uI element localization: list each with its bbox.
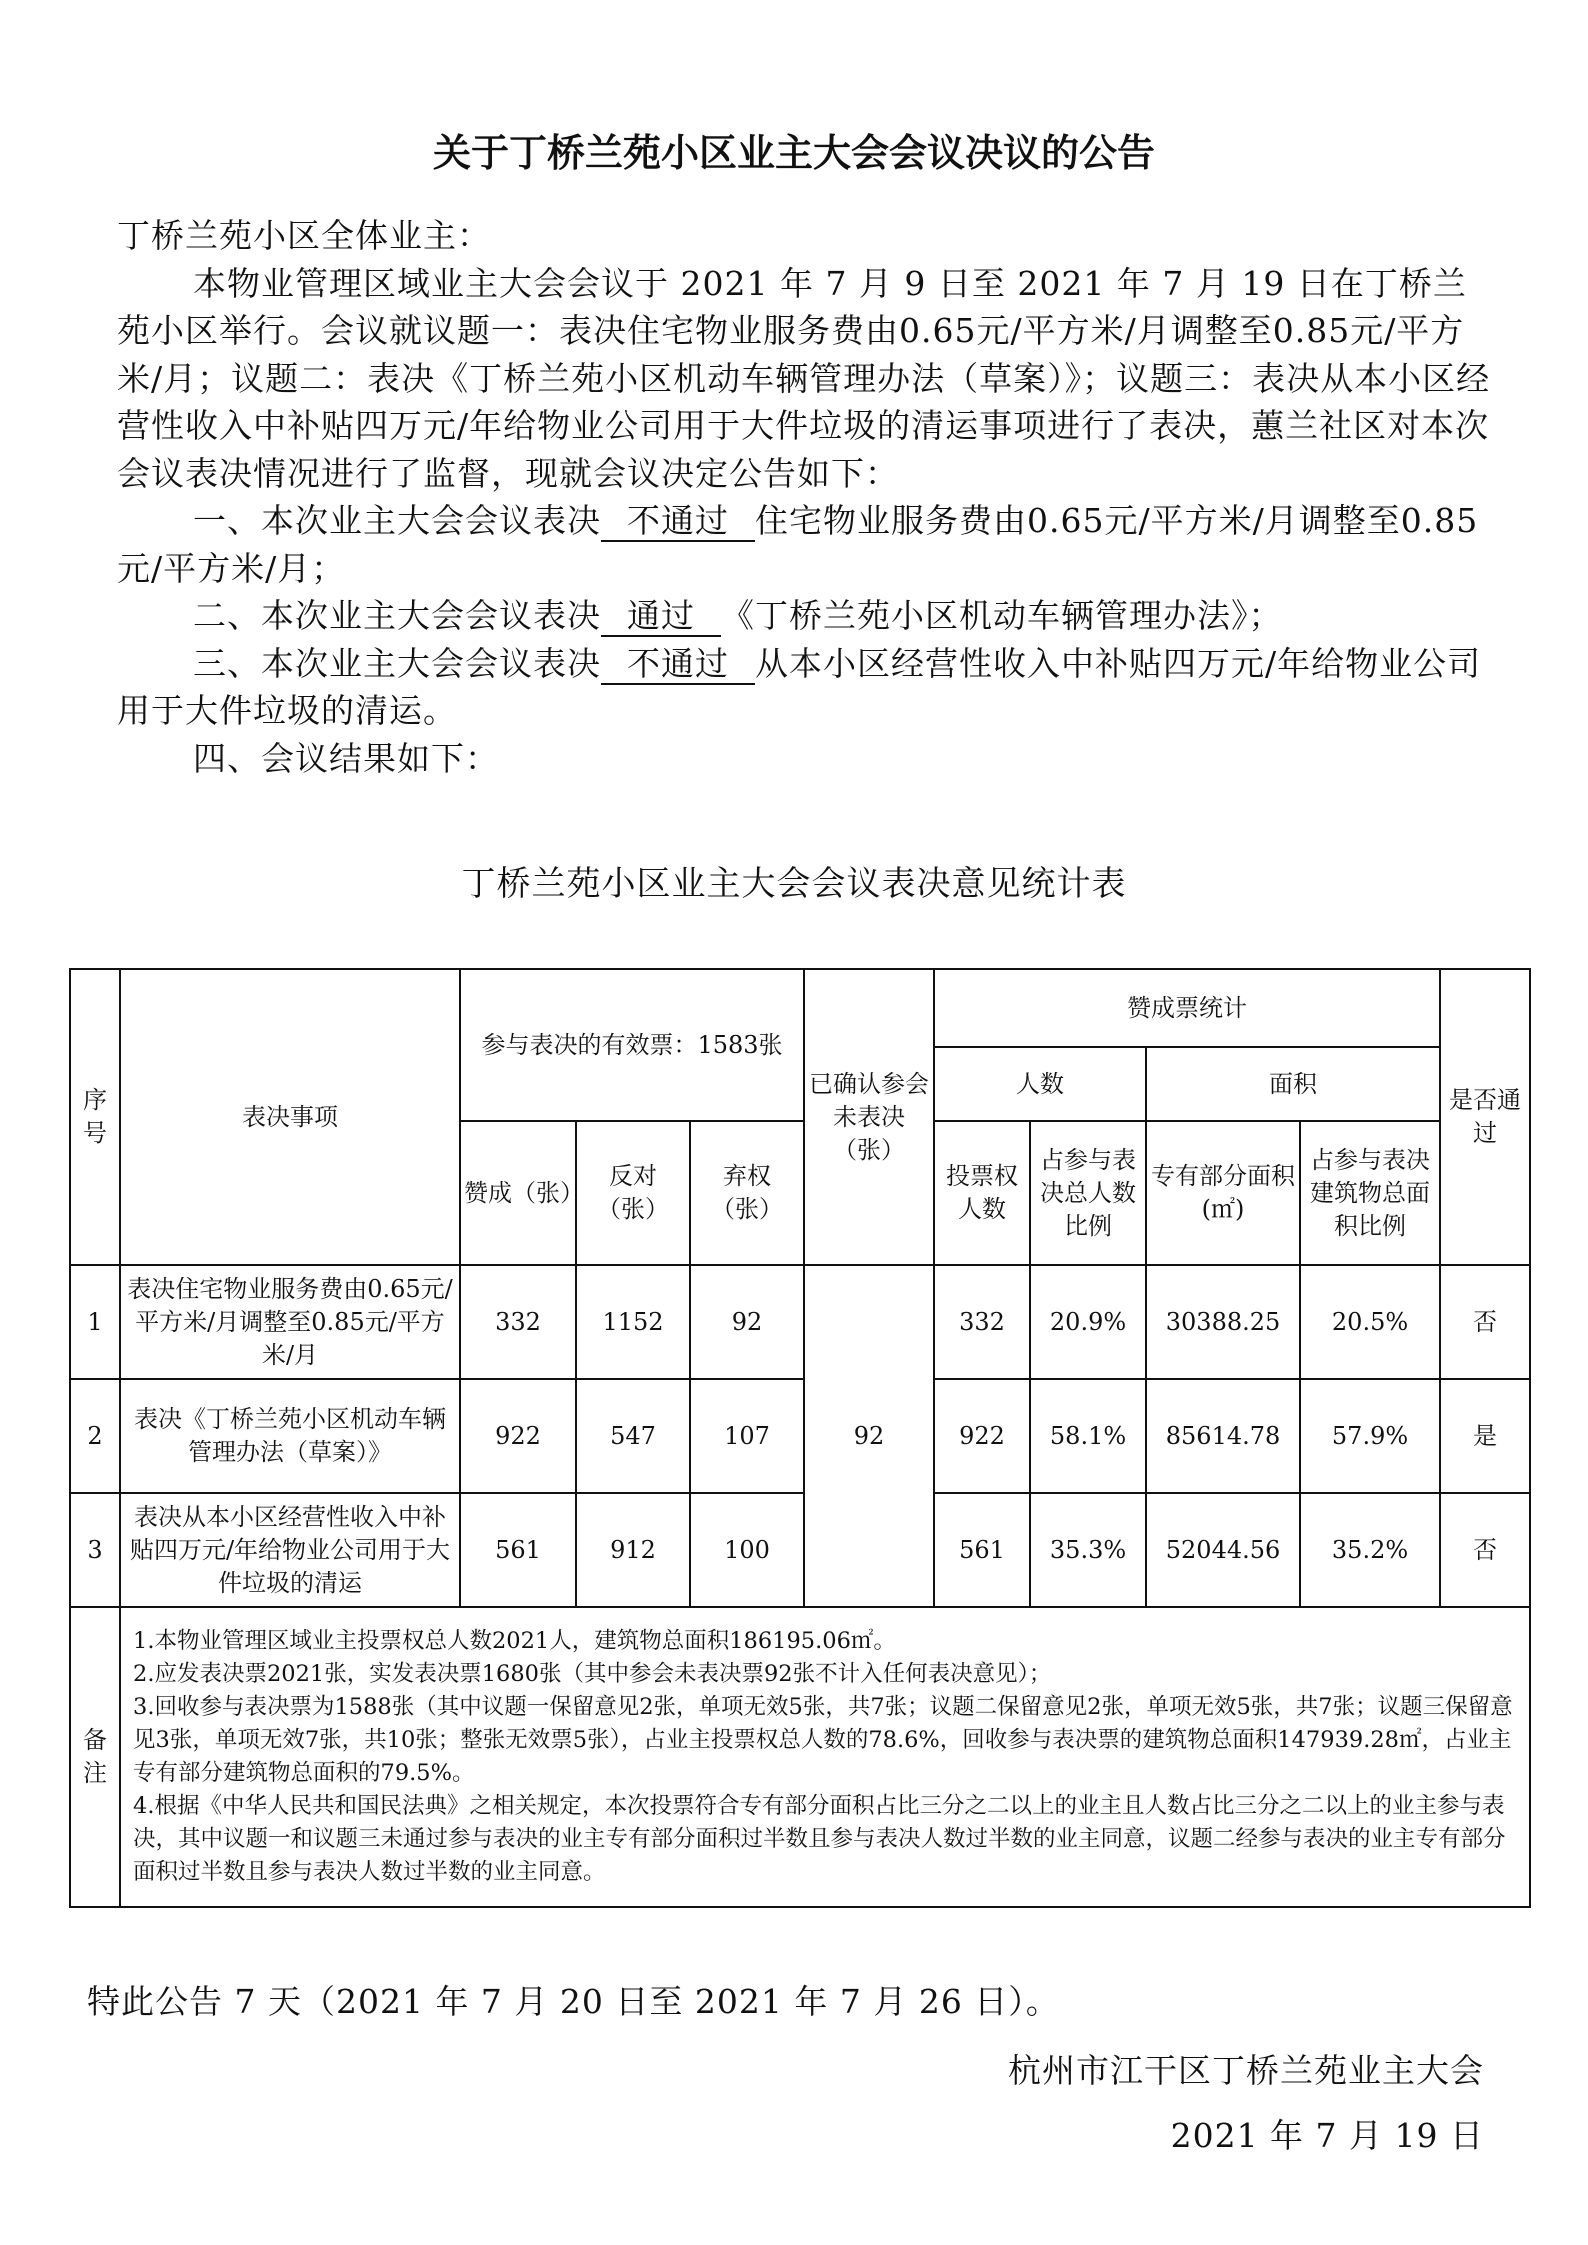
header-people: 人数 (934, 1047, 1146, 1121)
resolution-3: 三、本次业主大会会议表决 不通过 从本小区经营性收入中补贴四万元/年给物业公司用于大件垃圾的清运。 (117, 643, 1482, 730)
salutation: 丁桥兰苑小区全体业主： (117, 216, 491, 255)
header-voters: 投票权人数 (934, 1121, 1030, 1265)
header-valid-votes: 参与表决的有效票：1583张 (460, 969, 804, 1121)
header-area: 面积 (1146, 1047, 1440, 1121)
notes-label: 备注 (70, 1607, 120, 1907)
notes-row (70, 1607, 1530, 1907)
table-row: 1 表决住宅物业服务费由0.65元/平方米/月调整至0.85元/平方米/月 332 1152 92 92 332 20.9% 30388.25 20.5% 否 (70, 1265, 1530, 1379)
confirmed-no-vote-value: 92 (804, 1265, 934, 1607)
header-against: 反对（张） (576, 1121, 690, 1265)
header-passed: 是否通过 (1440, 969, 1530, 1265)
resolution-result: 不通过 (601, 645, 755, 685)
header-confirmed-no-vote: 已确认参会未表决（张） (804, 969, 934, 1265)
header-seq: 序号 (70, 969, 120, 1265)
document-title: 关于丁桥兰苑小区业主大会会议决议的公告 (432, 131, 1155, 175)
header-abstain: 弃权（张） (690, 1121, 804, 1265)
signature: 杭州市江干区丁桥兰苑业主大会 (1008, 2051, 1484, 2090)
notes-content: 1.本物业管理区域业主投票权总人数2021人，建筑物总面积186195.06㎡。 2.应发表决票2021张，实发表决票1680张（其中参会未表决票92张不计入任何表决意见）； 3.回收参与表决票为1588张（其中议题一保留意见2张，单项无效5张，共7张；议题二保留意见2张，单项无效5张，共7张；议题三保留意见3张，单项无效7张，共10张；整张无效票5张），占业主投票权总人数的78.6%，回收参与表决票的建筑物总面积147939.28㎡，占业主专有部分建筑物总面积的79.5%。 4.根据《中华人民共和国民法典》之相关规定，本次投票符合专有部分面积占比三分之二以上的业主且人数占比三分之二以上的业主参与表决，其中议题一和议题三未通过参与表决的业主专有部分面积过半数且参与表决人数过半数的业主同意，议题二经参与表决的业主专有部分面积过半数且参与表决人数过半数的业主同意。 (120, 1607, 1530, 1907)
table-row: 2 表决《丁桥兰苑小区机动车辆管理办法（草案）》 922 547 107 922 58.1% 85614.78 57.9% 是 (70, 1379, 1530, 1493)
result-intro: 四、会议结果如下： (193, 738, 499, 778)
vote-statistics-table (69, 968, 1531, 1908)
resolution-result: 不通过 (601, 502, 755, 542)
header-approve-stats: 赞成票统计 (934, 969, 1440, 1047)
notice-body (117, 212, 1497, 782)
header-people-ratio: 占参与表决总人数比例 (1030, 1121, 1146, 1265)
intro-paragraph: 本物业管理区域业主大会会议于 2021 年 7 月 9 日至 2021 年 7 月 19 日在丁桥兰苑小区举行。会议就议题一：表决住宅物业服务费由0.65元/平方米/月调整至0.85元/平方米/月；议题二：表决《丁桥兰苑小区机动车辆管理办法（草案）》；议题三：表决从本小区经营性收入中补贴四万元/年给物业公司用于大件垃圾的清运事项进行了表决，蕙兰社区对本次会议表决情况进行了监督，现就会议决定公告如下： (117, 263, 1491, 493)
header-item: 表决事项 (120, 969, 460, 1265)
header-area-ratio: 占参与表决建筑物总面积比例 (1300, 1121, 1440, 1265)
resolution-1: 一、本次业主大会会议表决 不通过 住宅物业服务费由0.65元/平方米/月调整至0.85元/平方米/月； (117, 501, 1479, 588)
header-for: 赞成（张） (460, 1121, 576, 1265)
resolution-2: 二、本次业主大会会议表决 通过 《丁桥兰苑小区机动车辆管理办法》； (193, 596, 1283, 635)
header-exclusive-area: 专有部分面积(㎡) (1146, 1121, 1300, 1265)
table-title: 丁桥兰苑小区业主大会会议表决意见统计表 (461, 864, 1127, 904)
signature-date: 2021 年 7 月 19 日 (1170, 2116, 1484, 2155)
table-row: 3 表决从本小区经营性收入中补贴四万元/年给物业公司用于大件垃圾的清运 561 912 100 561 35.3% 52044.56 35.2% 否 (70, 1493, 1530, 1607)
resolution-result: 通过 (601, 597, 721, 637)
notice-period: 特此公告 7 天（2021 年 7 月 20 日至 2021 年 7 月 26 日）。 (87, 1982, 1060, 2021)
